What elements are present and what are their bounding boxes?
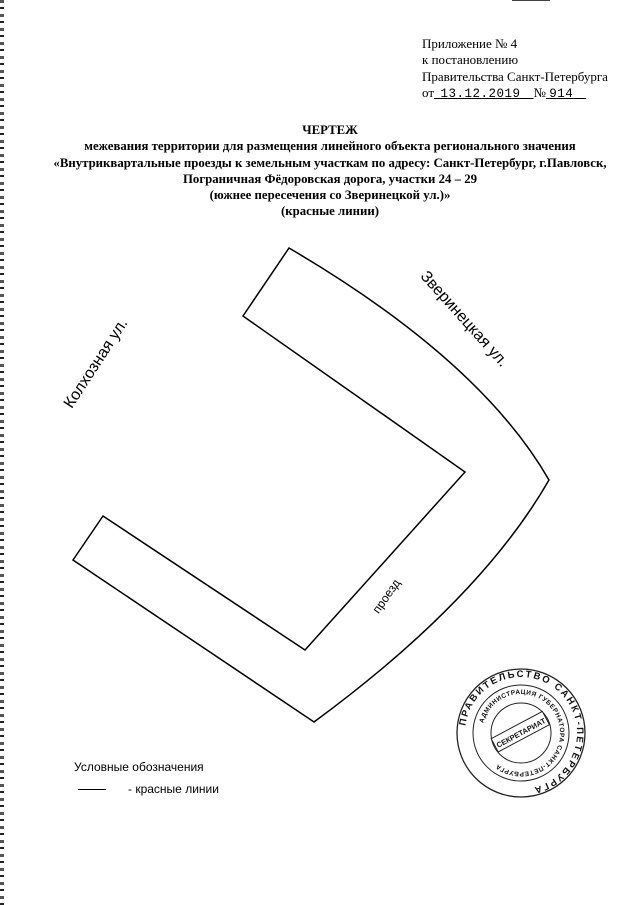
title-line-1: межевания территории для размещения линейного объекта регионального значения	[84, 139, 576, 154]
title-line-2: «Внутриквартальные проезды к земельным участкам по адресу: Санкт-Петербург, г.Павловск,	[53, 155, 607, 170]
legend-red-lines-label: - красные линии	[128, 782, 219, 796]
street-label-zverinetskaya: Зверинецкая ул.	[416, 267, 512, 371]
stamp-inner-text: АДМИНИСТРАЦИЯ ГУБЕРНАТОРА САНКТ-ПЕТЕРБУРГА	[478, 688, 566, 778]
title-line-4: (южнее пересечения со Зверинецкой ул.)»	[209, 188, 451, 203]
stamp-outer-text: ПРАВИТЕЛЬСТВО САНКТ-ПЕТЕРБУРГА	[457, 668, 586, 796]
stamp-center-text: СЕКРЕТАРИАТ	[494, 716, 548, 750]
legend-line-sample	[78, 789, 106, 790]
street-label-kolkhoznaya: Колхозная ул.	[60, 315, 132, 412]
number-prefix: №	[533, 84, 546, 100]
official-stamp	[457, 669, 585, 797]
legend-title: Условные обозначения	[74, 760, 204, 774]
legend-row-red-lines	[78, 782, 219, 796]
red-line-outer-boundary	[73, 248, 549, 722]
decree-date: 13.12.2019	[440, 86, 521, 101]
appendix-line-2: к постановлению	[422, 52, 519, 68]
appendix-line-1: Приложение № 4	[422, 36, 518, 51]
street-label-proezd: проезд	[369, 576, 404, 616]
title-heading: ЧЕРТЕЖ	[302, 123, 358, 137]
date-prefix: от	[422, 84, 435, 100]
appendix-line-3: Правительства Санкт-Петербурга	[422, 68, 608, 84]
decree-number: 914	[549, 86, 574, 101]
title-line-5: (красные линии)	[280, 204, 379, 219]
title-line-3: Пограничная Фёдоровская дорога, участки 24 – 29	[182, 171, 478, 186]
